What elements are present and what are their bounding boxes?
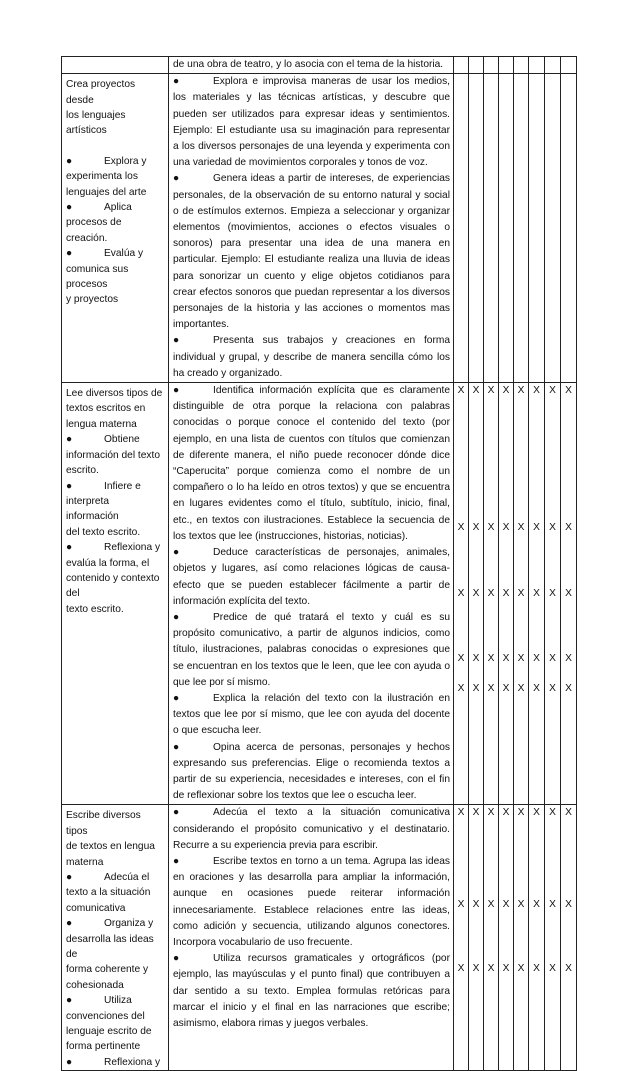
bullet-icon: ● xyxy=(173,807,180,819)
check-mark: X xyxy=(457,807,465,819)
bullet-icon: ● xyxy=(66,918,73,930)
bullet-icon: ● xyxy=(173,173,180,185)
check-mark: X xyxy=(487,588,495,600)
bullet-icon: ● xyxy=(173,692,180,704)
capacity-item: ● Organiza y xyxy=(66,916,164,931)
competency-cell: Crea proyectos desde los lenguajes artísticos ● Explora y experimenta los lenguajes del arte ● Aplica procesos de creación. ● Evalúa y comunica sus procesos y proyectos xyxy=(62,74,169,383)
check-mark: X xyxy=(502,588,510,600)
check-column xyxy=(514,805,529,1071)
capacity-item: ● Explora y xyxy=(66,154,164,169)
continuation-text: de una obra de teatro, y lo asocia con el tema de la historia. xyxy=(173,59,444,70)
performance-item: ● Escribe textos en torno a un tema. Agrupa las ideas en oraciones y las desarrolla para ampliar la información, aunque en ocasiones puede reiterar información innecesariamente. Establece relaciones entre las ideas, como adición y secuencia, utilizando algunos conectores. Incorpora vocabulario de uso frecuente. xyxy=(173,855,450,948)
performance-item: ● Predice de qué tratará el texto y cuál es su propósito comunicativo, a partir de algunos indicios, como título, ilustraciones, palabras conocidas o expresiones que se encuentran en los textos que le leen, que lee con ayuda o que lee por sí mismo. xyxy=(173,611,450,688)
check-column xyxy=(469,805,484,1071)
check-mark: X xyxy=(472,522,480,534)
check-mark: X xyxy=(517,522,525,534)
check-mark: X xyxy=(472,588,480,600)
bullet-icon: ● xyxy=(173,741,180,753)
bullet-icon: ● xyxy=(66,995,73,1007)
evaluation-table xyxy=(61,56,577,1071)
bullet-icon: ● xyxy=(173,385,180,397)
bullet-icon: ● xyxy=(66,434,73,446)
check-mark: X xyxy=(549,683,556,695)
check-mark: X xyxy=(549,385,556,397)
check-mark: X xyxy=(487,807,495,819)
bullet-icon: ● xyxy=(66,202,73,214)
check-column xyxy=(545,805,561,1071)
check-mark: X xyxy=(533,385,540,397)
performance-item: ● Opina acerca de personas, personajes y hechos expresando sus preferencias. Elige o recomienda textos a partir de su experiencia, necesidades e intereses, con el fin de reflexionar sobre los textos que lee o escucha leer. xyxy=(173,741,450,802)
bullet-icon: ● xyxy=(173,953,180,965)
check-mark: X xyxy=(502,522,510,534)
check-mark: X xyxy=(457,683,465,695)
check-column xyxy=(545,383,561,805)
check-column xyxy=(484,383,499,805)
check-mark: X xyxy=(457,963,465,975)
check-mark: X xyxy=(549,588,556,600)
bullet-icon: ● xyxy=(66,1056,73,1068)
capacity-item: ● Evalúa y xyxy=(66,246,164,261)
check-column xyxy=(454,383,469,805)
performance-cell xyxy=(169,57,454,74)
bullet-icon: ● xyxy=(173,76,180,88)
check-column xyxy=(561,383,577,805)
table-row xyxy=(62,57,577,74)
check-mark: X xyxy=(533,963,540,975)
check-mark: X xyxy=(517,963,525,975)
bullet-icon: ● xyxy=(66,871,73,883)
check-column xyxy=(454,805,469,1071)
check-mark: X xyxy=(457,899,465,911)
check-mark: X xyxy=(472,807,480,819)
performance-item: ● Identifica información explícita que es claramente distinguible de otra porque la relaciona con palabras conocidas o porque conoce el contenido del texto (por ejemplo, en una lista de cuentos con títulos que comienzan de diferente manera, el niño puede reconocer dónde dice “Caperucita” porque comienza como el nombre de un compañero o lo ha leído en otros textos) y que se encuentra en lugares evidentes como el título, subtítulo, inicio, final, etc., en textos con ilustraciones. Establece la secuencia de los textos que lee (instrucciones, historias, noticias). xyxy=(173,385,450,542)
check-mark: X xyxy=(549,963,556,975)
table-row xyxy=(62,805,577,1071)
check-mark: X xyxy=(472,899,480,911)
check-mark: X xyxy=(487,683,495,695)
bullet-icon: ● xyxy=(173,855,180,867)
check-mark: X xyxy=(472,963,480,975)
check-column xyxy=(529,383,545,805)
check-mark: X xyxy=(517,385,525,397)
check-column xyxy=(514,383,529,805)
performance-item: ● Presenta sus trabajos y creaciones en forma individual y grupal, y describe de manera sencilla cómo los ha creado y organizado. xyxy=(173,335,450,379)
table-row xyxy=(62,383,577,805)
check-mark: X xyxy=(565,653,572,665)
capacity-item: ● Adecúa el xyxy=(66,870,164,885)
check-mark: X xyxy=(517,807,525,819)
check-mark: X xyxy=(487,522,495,534)
performance-item: ● Explica la relación del texto con la ilustración en textos que lee por sí mismo, que lee con ayuda del docente o que escucha leer. xyxy=(173,692,450,737)
bullet-icon: ● xyxy=(66,155,73,167)
performance-item: ● Deduce características de personajes, animales, objetos y lugares, así como relaciones lógicas de causa-efecto que se pueden establecer fácilmente a partir de información explícita del texto. xyxy=(173,547,450,607)
check-column xyxy=(561,805,577,1071)
check-mark: X xyxy=(472,653,480,665)
check-mark: X xyxy=(533,588,540,600)
competency-cell xyxy=(62,57,169,74)
performance-item: ● Adecúa el texto a la situación comunicativa considerando el propósito comunicativo y el destinatario. Recurre a su experiencia previa para escribir. xyxy=(173,807,450,851)
check-mark: X xyxy=(457,588,465,600)
check-mark: X xyxy=(502,385,510,397)
check-mark: X xyxy=(517,653,525,665)
performance-item: ● Genera ideas a partir de intereses, de experiencias personales, de la observación de su entorno natural y social o de estímulos externos. Empieza a seleccionar y organizar elementos (movimientos, acciones o efectos visuales o sonoros) para presentar una idea de una manera en particular. Ejemplo: El estudiante realiza una lluvia de ideas para sonorizar un cuento y elige objetos cotidianos para crear efectos sonoros que puedan representar a los diversos personajes de la historia y las acciones o momentos mas importantes. xyxy=(173,173,450,331)
check-mark: X xyxy=(487,963,495,975)
table-row xyxy=(62,74,577,383)
performance-item: ● Utiliza recursos gramaticales y ortográficos (por ejemplo, las mayúsculas y el punto final) que contribuyen a dar sentido a su texto. Emplea formulas retóricas para marcar el inicio y el final en las narraciones que escribe; asimismo, elabora rimas y juegos verbales. xyxy=(173,953,450,1029)
capacity-item: ● Infiere e xyxy=(66,479,164,494)
check-mark: X xyxy=(487,899,495,911)
performance-cell xyxy=(169,74,454,383)
check-mark: X xyxy=(517,899,525,911)
check-mark: X xyxy=(533,807,540,819)
competency-cell: Lee diversos tipos de textos escritos en lengua materna ● Obtiene información del texto escrito. ● Infiere e interpreta información del texto escrito. ● Reflexiona y evalúa la forma, el contenido y contexto del texto escrito. xyxy=(62,383,169,805)
check-mark: X xyxy=(565,899,572,911)
check-mark: X xyxy=(472,683,480,695)
performance-cell xyxy=(169,805,454,1071)
check-mark: X xyxy=(487,653,495,665)
check-column xyxy=(499,383,514,805)
check-mark: X xyxy=(502,963,510,975)
check-column xyxy=(499,805,514,1071)
competency-cell: Escribe diversos tipos de textos en lengua materna ● Adecúa el texto a la situación comunicativa ● Organiza y desarrolla las ideas de forma coherente y cohesionada ● Utiliza convenciones del lenguaje escrito de forma pertinente ● Reflexiona y xyxy=(62,805,169,1071)
check-mark: X xyxy=(549,807,556,819)
check-mark: X xyxy=(533,683,540,695)
check-column xyxy=(469,383,484,805)
check-mark: X xyxy=(457,385,465,397)
check-mark: X xyxy=(502,899,510,911)
check-mark: X xyxy=(549,899,556,911)
capacity-item: ● Utiliza xyxy=(66,993,164,1008)
check-mark: X xyxy=(472,385,480,397)
check-mark: X xyxy=(549,522,556,534)
capacity-item: ● Reflexiona y xyxy=(66,1055,164,1070)
bullet-icon: ● xyxy=(173,611,180,623)
performance-item: ● Explora e improvisa maneras de usar los medios, los materiales y las técnicas artísticas, y descubre que pueden ser utilizados para expresar ideas y sentimientos. Ejemplo: El estudiante usa su imaginación para representar a los diversos personajes de una leyenda y experimenta con una variedad de movimientos corporales y tonos de voz. xyxy=(173,76,450,169)
check-mark: X xyxy=(487,385,495,397)
check-mark: X xyxy=(565,385,572,397)
check-mark: X xyxy=(565,807,572,819)
check-mark: X xyxy=(457,653,465,665)
check-column xyxy=(484,805,499,1071)
check-mark: X xyxy=(565,963,572,975)
check-mark: X xyxy=(565,522,572,534)
check-mark: X xyxy=(565,683,572,695)
capacity-item: ● Aplica xyxy=(66,200,164,215)
check-mark: X xyxy=(549,653,556,665)
check-mark: X xyxy=(565,588,572,600)
check-mark: X xyxy=(517,588,525,600)
check-mark: X xyxy=(533,653,540,665)
check-mark: X xyxy=(457,522,465,534)
bullet-icon: ● xyxy=(173,547,180,559)
check-mark: X xyxy=(502,807,510,819)
check-mark: X xyxy=(502,683,510,695)
check-mark: X xyxy=(533,522,540,534)
bullet-icon: ● xyxy=(66,248,73,260)
capacity-item: ● Reflexiona y xyxy=(66,540,164,555)
check-column xyxy=(529,805,545,1071)
check-mark: X xyxy=(502,653,510,665)
check-mark: X xyxy=(533,899,540,911)
bullet-icon: ● xyxy=(66,542,73,554)
bullet-icon: ● xyxy=(173,335,180,347)
check-mark: X xyxy=(517,683,525,695)
bullet-icon: ● xyxy=(66,480,73,492)
capacity-item: ● Obtiene xyxy=(66,432,164,447)
performance-cell xyxy=(169,383,454,805)
